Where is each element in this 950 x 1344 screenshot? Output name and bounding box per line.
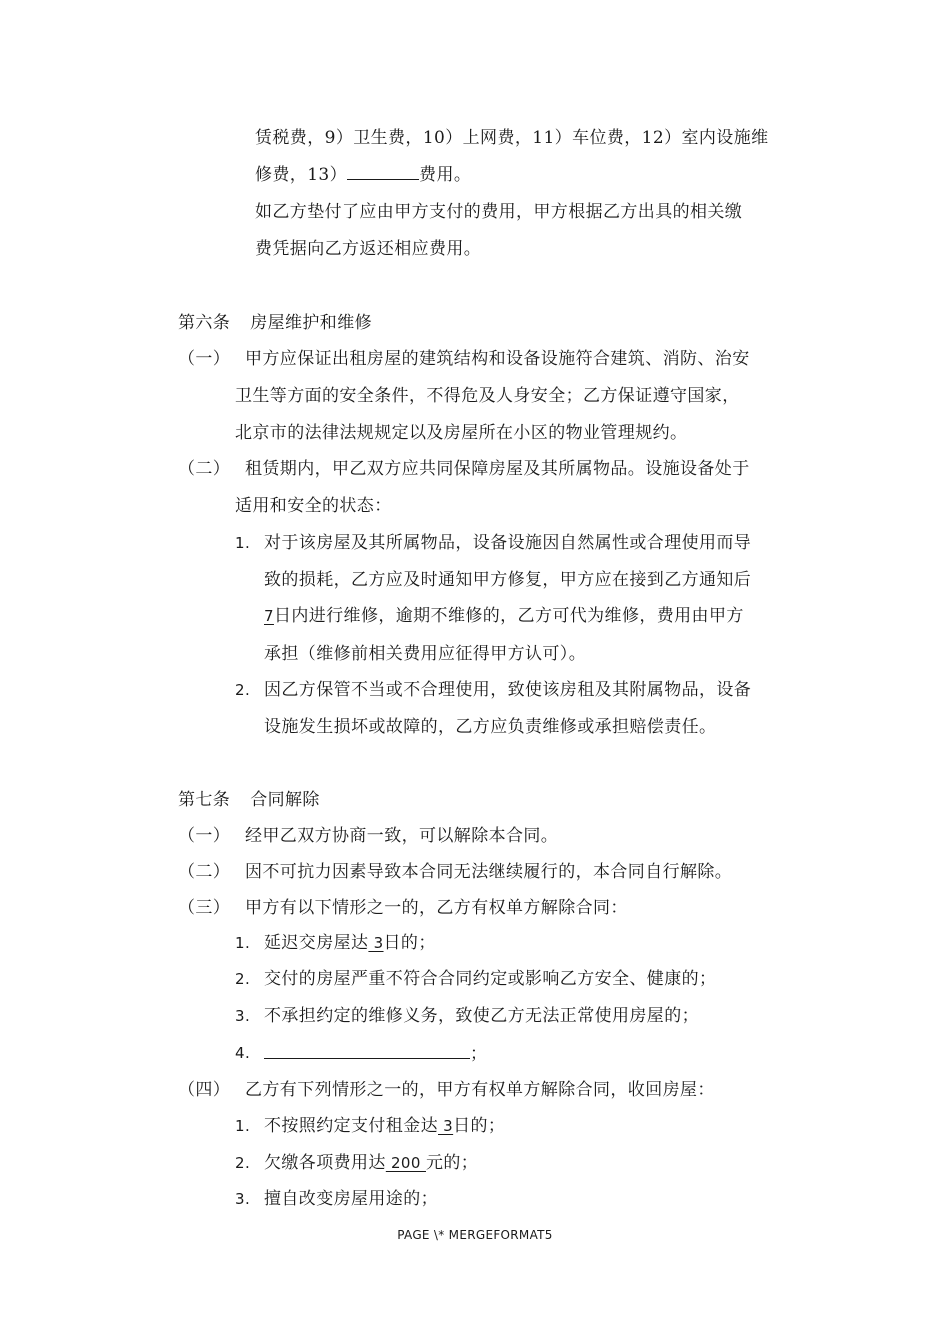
intro-line-4: 费凭据向乙方返还相应费用。 [255,239,482,259]
article-7-p3-item-4-end: ； [470,1044,488,1064]
article-7-number: 第七条 [178,790,231,810]
page-footer: PAGE \* MERGEFORMAT5 [397,1228,553,1242]
article-7-p4-item-1-text: 不按照约定支付租金达 [264,1116,438,1136]
article-6-number: 第六条 [178,313,231,333]
article-7-p4-item-2 [264,1151,478,1175]
article-6-item-2-line-1: 因乙方保管不当或不合理使用，致使该房租及其附属物品，设备 [264,680,752,700]
article-7-p4-item-1 [264,1114,505,1138]
article-6-item-1-line-3 [264,604,744,628]
intro-line-1: 赁税费，9）卫生费，10）上网费，11）车位费，12）室内设施维 [255,128,769,148]
article-7-p3-item-1 [264,931,436,955]
article-6-p1-line-2: 卫生等方面的安全条件，不得危及人身安全；乙方保证遵守国家， [235,386,740,406]
article-7-p4-label: （四） [178,1080,231,1100]
article-6-p2-line-1: 租赁期内，甲乙双方应共同保障房屋及其所属物品。设施设备处于 [245,459,750,479]
article-7-p3-item-3-number: 3. [235,1007,251,1025]
intro-line-2-end: 费用。 [419,165,472,185]
article-6-item-1-line-4: 承担（维修前相关费用应征得甲方认可）。 [264,644,587,664]
article-6-title: 房屋维护和维修 [250,313,373,333]
article-7-p4-item-2-text: 欠缴各项费用达 [264,1153,386,1173]
article-6-p2-label: （二） [178,459,231,479]
custom-condition-blank[interactable] [264,1041,470,1059]
article-7-p4: 乙方有下列情形之一的，甲方有权单方解除合同，收回房屋： [245,1080,715,1100]
article-7-p1: 经甲乙双方协商一致，可以解除本合同。 [245,826,559,846]
repair-days-value[interactable]: 7 [264,607,274,625]
article-7-p4-item-2-end: 元的； [425,1153,479,1173]
article-7-title: 合同解除 [250,790,320,810]
article-7-p3-item-1-end: 日的； [383,933,436,953]
article-7-p3-label: （三） [178,898,231,918]
article-6-item-1-number: 1. [235,534,251,552]
article-7-p4-item-1-end: 日的； [453,1116,506,1136]
article-7-p3-item-1-text: 延迟交房屋达 [264,933,369,953]
article-7-p3-item-1-number: 1. [235,934,251,952]
fee-blank[interactable] [347,162,419,180]
article-7-p3-item-2-number: 2. [235,970,251,988]
intro-line-3: 如乙方垫付了应由甲方支付的费用，甲方根据乙方出具的相关缴 [255,202,743,222]
article-6-item-2-number: 2. [235,681,251,699]
article-6-p1-line-3: 北京市的法律法规规定以及房屋所在小区的物业管理规约。 [235,423,688,443]
article-7-p2-label: （二） [178,862,231,882]
article-7-p2: 因不可抗力因素导致本合同无法继续履行的，本合同自行解除。 [245,862,733,882]
intro-line-2 [255,162,471,187]
rent-overdue-days-value[interactable]: 3 [438,1117,454,1135]
article-7-p3-item-2: 交付的房屋严重不符合合同约定或影响乙方安全、健康的； [264,969,717,989]
article-6-heading [178,311,372,335]
delay-days-value[interactable]: 3 [368,934,384,952]
article-7-p3-item-4 [264,1041,487,1066]
article-7-p1-label: （一） [178,826,231,846]
article-6-item-1-line-1: 对于该房屋及其所属物品，设备设施因自然属性或合理使用而导 [264,533,752,553]
article-7-p4-item-1-number: 1. [235,1117,251,1135]
article-7-p4-item-3-number: 3. [235,1190,251,1208]
article-7-p4-item-2-number: 2. [235,1154,251,1172]
intro-line-2-text: 修费，13） [255,165,348,185]
article-6-item-2-line-2: 设施发生损坏或故障的，乙方应负责维修或承担赔偿责任。 [264,717,717,737]
article-6-item-1-line-2: 致的损耗，乙方应及时通知甲方修复，甲方应在接到乙方通知后 [264,570,752,590]
article-6-p1-line-1: 甲方应保证出租房屋的建筑结构和设备设施符合建筑、消防、治安 [245,349,750,369]
article-7-heading [178,788,320,812]
article-6-p2-line-2: 适用和安全的状态： [235,496,392,516]
article-7-p3: 甲方有以下情形之一的，乙方有权单方解除合同： [245,898,628,918]
article-6-item-1-line-3-text: 日内进行维修，逾期不维修的，乙方可代为维修，费用由甲方 [273,606,744,626]
article-7-p3-item-3: 不承担约定的维修义务，致使乙方无法正常使用房屋的； [264,1006,699,1026]
unpaid-fees-value[interactable]: 200 [385,1154,426,1172]
article-7-p4-item-3: 擅自改变房屋用途的； [264,1189,438,1209]
article-6-p1-label: （一） [178,349,231,369]
article-7-p3-item-4-number: 4. [235,1044,251,1062]
